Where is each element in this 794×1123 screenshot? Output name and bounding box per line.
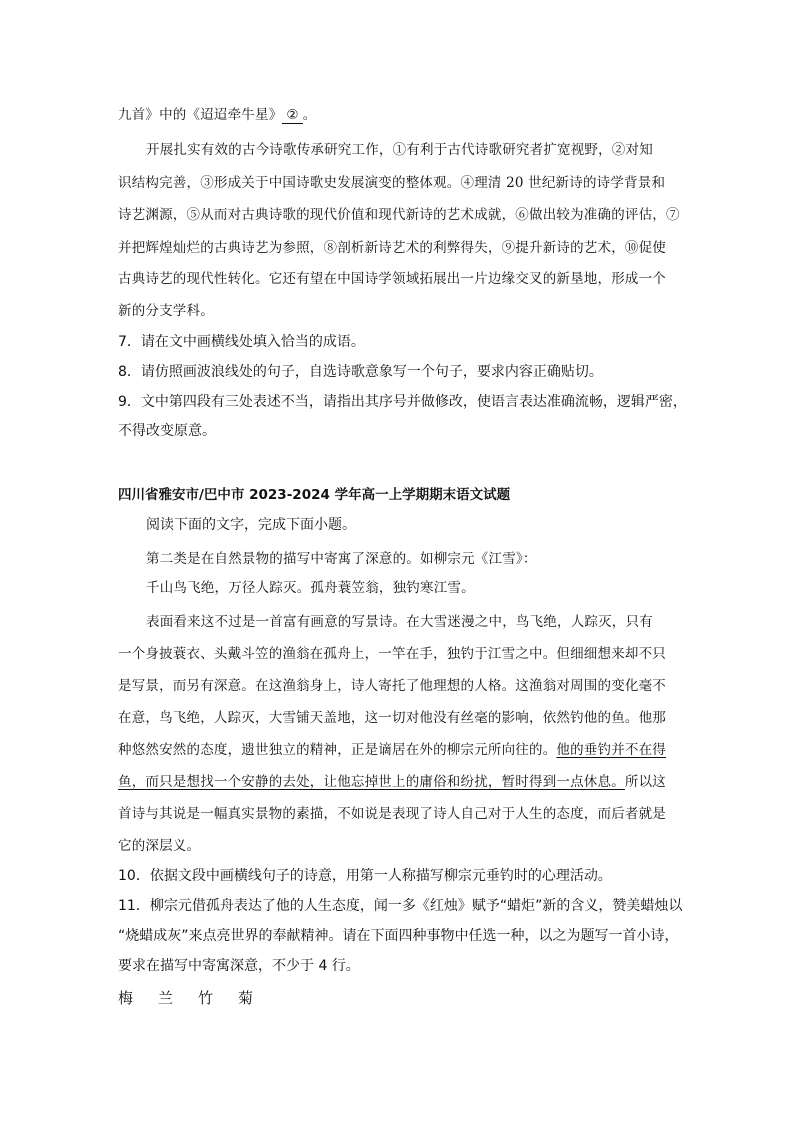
passage-line: 首诗与其说是一幅真实景物的素描，不如说是表现了诗人自己对于人生的态度，而后者就是 — [118, 806, 666, 822]
paragraph-line: 诗艺渊源，⑤从而对古典诗歌的现代价值和现代新诗的艺术成就，⑥做出较为准确的评估，⑦ — [118, 207, 680, 223]
paragraph-line: 开展扎实有效的古今诗歌传承研究工作，①有利于古代诗歌研究者扩宽视野，②对知 — [146, 142, 653, 158]
option-orchid: 兰 — [158, 989, 174, 1007]
option-plum: 梅 — [118, 989, 134, 1007]
option-bamboo: 竹 — [198, 989, 214, 1007]
paragraph-line: 新的分支学科。 — [118, 303, 214, 319]
underlined-sentence: 鱼，而只是想找一个安静的去处，让他忘掉世上的庸俗和纷扰，暂时得到一点休息。 — [118, 774, 625, 790]
text: 。 — [302, 107, 317, 123]
line-intro — [118, 103, 316, 124]
paragraph-line: 并把辉煌灿烂的古典诗艺为参照，⑧剖析新诗艺术的利弊得失，⑨提升新诗的艺术，⑩促使 — [118, 240, 666, 256]
paragraph-line: 识结构完善，③形成关于中国诗歌史发展演变的整体观。④理清 20 世纪新诗的诗学背景和 — [118, 175, 666, 191]
question-10: 10．依据文段中画横线句子的诗意，用第一人称描写柳宗元垂钓时的心理活动。 — [118, 868, 612, 884]
text: 种悠然安然的态度，遗世独立的精神，正是谪居在外的柳宗元所向往的。 — [118, 742, 557, 758]
passage-line: 第二类是在自然景物的描写中寄寓了深意的。如柳宗元《江雪》： — [146, 551, 537, 567]
passage-line: 一个身披蓑衣、头戴斗笠的渔翁在孤舟上，一竿在手，独钓于江雪之中。但细细想来却不只 — [118, 646, 666, 662]
text: 九首》中的《迢迢牵牛星》 — [118, 107, 283, 123]
passage-line: 是写景，而另有深意。在这渔翁身上，诗人寄托了他理想的人格。这渔翁对周围的变化毫不 — [118, 678, 666, 694]
answer-blank: ② — [282, 107, 302, 124]
exam-heading: 四川省雅安市/巴中市 2023-2024 学年高一上学期期末语文试题 — [118, 487, 511, 503]
option-chrysanthemum: 菊 — [238, 989, 254, 1007]
question-9: 9．文中第四段有三处表述不当，请指出其序号并做修改，使语言表达准确流畅，逻辑严密， — [118, 394, 687, 410]
passage-line: 它的深层义。 — [118, 838, 201, 854]
passage-line — [118, 738, 666, 758]
option-list — [118, 987, 278, 1008]
question-8: 8．请仿照画波浪线处的句子，自选诗歌意象写一个句子，要求内容正确贴切。 — [118, 364, 603, 380]
question-11: 11．柳宗元借孤舟表达了他的人生态度，闻一多《红烛》赋予“蜡炬”新的含义，赞美蜡烛以 — [118, 898, 683, 914]
passage-line: 表面看来这不过是一首富有画意的写景诗。在大雪迷漫之中，鸟飞绝，人踪灭，只有 — [146, 614, 653, 630]
paragraph-line: 古典诗艺的现代性转化。它还有望在中国诗学领域拓展出一片边缘交叉的新垦地，形成一个 — [118, 271, 666, 287]
question-11-cont: 要求在描写中寄寓深意，不少于 4 行。 — [118, 958, 360, 974]
passage-line: 在意，鸟飞绝，人踪灭，大雪铺天盖地，这一切对他没有丝毫的影响，依然钓他的鱼。他那 — [118, 710, 666, 726]
passage-line — [118, 770, 666, 790]
reading-instruction: 阅读下面的文字，完成下面小题。 — [146, 517, 356, 533]
text: 所以这 — [624, 774, 667, 790]
poem-line: 千山鸟飞绝，万径人踪灭。孤舟蓑笠翁，独钓寒江雪。 — [146, 580, 475, 596]
question-11-cont: “烧蜡成灰”来点亮世界的奉献精神。请在下面四种事物中任选一种，以之为题写一首小诗， — [118, 928, 679, 944]
question-9-cont: 不得改变原意。 — [118, 423, 216, 439]
question-7: 7．请在文中画横线处填入恰当的成语。 — [118, 334, 365, 350]
underlined-sentence: 他的垂钓并不在得 — [556, 742, 667, 758]
